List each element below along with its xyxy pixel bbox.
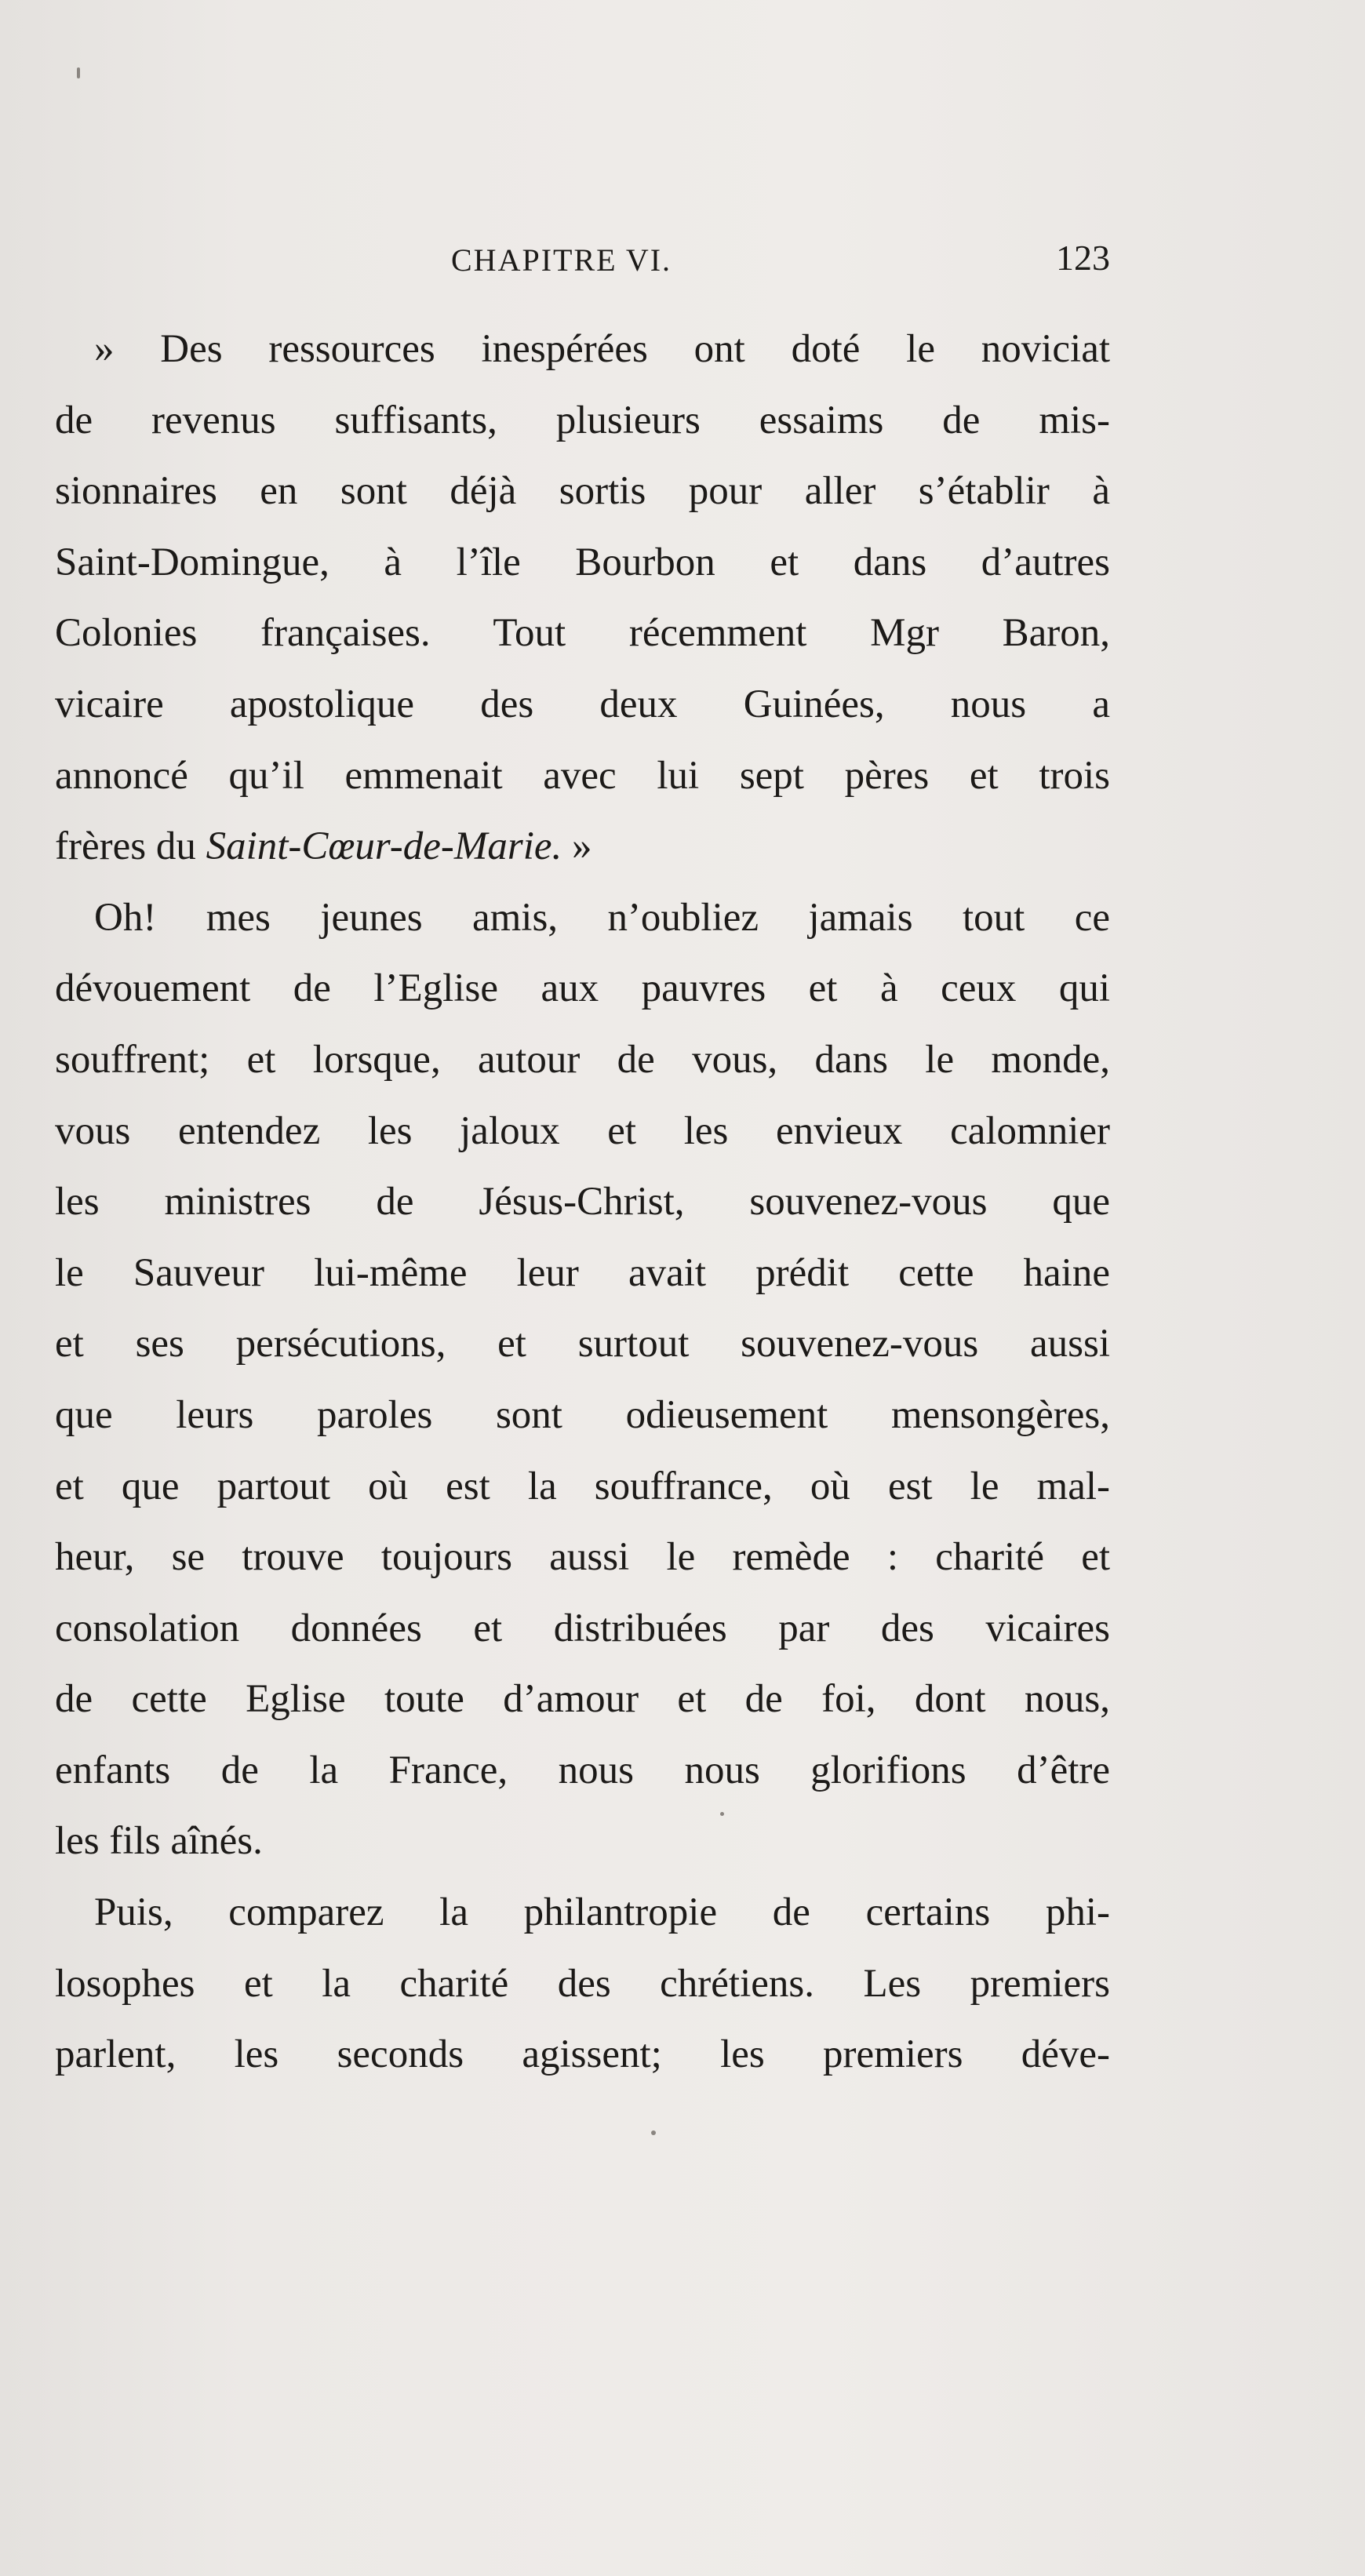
text-line: le Sauveur lui-même leur avait prédit cette haine <box>55 1250 1110 1295</box>
text-line: annoncé qu’il emmenait avec lui sept pères et trois <box>55 753 1110 798</box>
text-line: de cette Eglise toute d’amour et de foi, dont nous, <box>55 1677 1110 1722</box>
chapter-title: CHAPITRE VI. <box>451 242 672 278</box>
text-line: les ministres de Jésus-Christ, souvenez-vous que <box>55 1180 1110 1224</box>
paper-speck <box>77 67 80 78</box>
text-line: heur, se trouve toujours aussi le remède : charité et <box>55 1535 1110 1580</box>
text-line: les fils aînés. <box>55 1819 263 1864</box>
paper-speck <box>720 1812 724 1816</box>
text-line: Colonies françaises. Tout récemment Mgr Baron, <box>55 611 1110 656</box>
text-line: souffrent; et lorsque, autour de vous, dans le monde, <box>55 1037 1110 1082</box>
text-fragment: frères du <box>55 824 206 869</box>
text-line: losophes et la charité des chrétiens. Les premiers <box>55 1961 1110 2006</box>
text-line: consolation données et distribuées par des vicaires <box>55 1606 1110 1650</box>
text-line: et ses persécutions, et surtout souvenez-vous aussi <box>55 1322 1110 1366</box>
text-line: vous entendez les jaloux et les envieux calomnier <box>55 1108 1110 1153</box>
text-line: Saint-Domingue, à l’île Bourbon et dans d’autres <box>55 540 1110 584</box>
text-line: parlent, les seconds agissent; les premiers déve- <box>55 2032 1110 2077</box>
italic-text: Saint-Cœur-de-Marie. <box>206 824 562 869</box>
closing-quote: » <box>562 824 592 869</box>
text-line: Oh! mes jeunes amis, n’oubliez jamais tout ce <box>94 895 1110 940</box>
body-text <box>55 314 1110 2090</box>
text-line: enfants de la France, nous nous glorifions d’être <box>55 1748 1110 1792</box>
text-line: que leurs paroles sont odieusement mensongères, <box>55 1392 1110 1437</box>
text-line: dévouement de l’Eglise aux pauvres et à ceux qui <box>55 966 1110 1011</box>
text-line: » Des ressources inespérées ont doté le noviciat <box>94 327 1110 371</box>
text-line <box>55 811 1110 882</box>
text-line: Puis, comparez la philantropie de certains phi- <box>94 1890 1110 1935</box>
page-number: 123 <box>1056 238 1110 278</box>
running-head <box>55 238 1110 289</box>
text-line: de revenus suffisants, plusieurs essaims de mis- <box>55 398 1110 442</box>
paper-speck <box>651 2130 656 2135</box>
text-line: et que partout où est la souffrance, où est le mal- <box>55 1464 1110 1508</box>
text-line: sionnaires en sont déjà sortis pour aller s’établir à <box>55 469 1110 514</box>
text-line: vicaire apostolique des deux Guinées, nous a <box>55 682 1110 726</box>
